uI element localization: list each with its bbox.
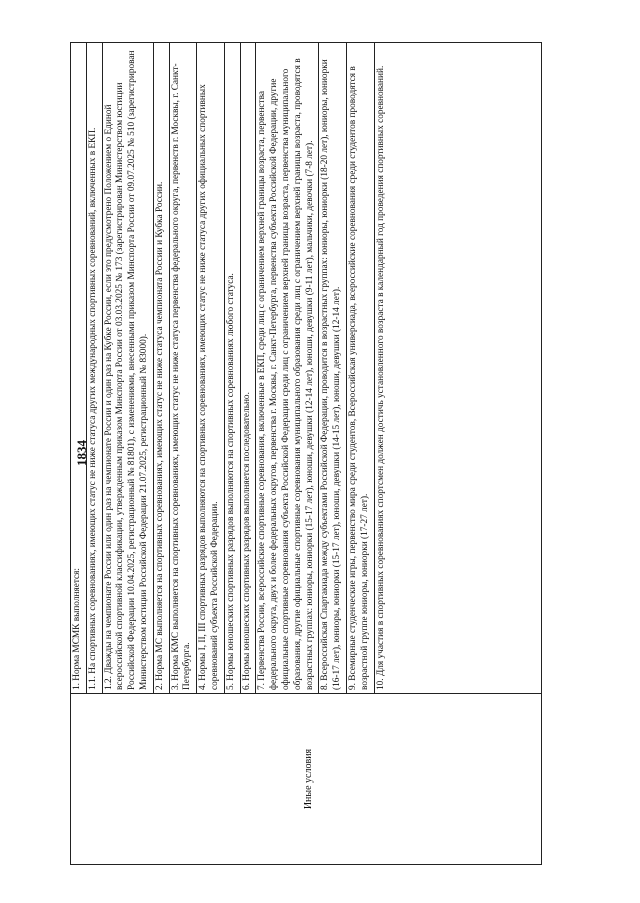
- condition-item: 1.1. На спортивных соревнованиях, имеющих статус не ниже статуса других международных спортивных соревнований, включенных в ЕКП.: [87, 43, 103, 693]
- condition-item: 2. Норма МС выполняется на спортивных соревнованиях, имеющих статус не ниже статуса чемпионата России и Кубка России.: [154, 43, 170, 693]
- condition-item: 1.2. Дважды на чемпионате России или один раз на чемпионате России и один раз на Кубке России, если это предусмотрено Положением о Единой всероссийской спортивной классификации, утвержденным приказом Минспорта России от 03.03.2025 № 173 (зарегистрирован Министерством юстиции Российской Федерации 10.04.2025, регистрационный № 81801), с изменениями, внесенными приказом Минспорта России от 09.07.2025 № 510 (зарегистрирован Министерством юстиции Российской Федерации 21.07.2025, регистрационный № 83000).: [103, 43, 154, 693]
- condition-item: 6. Нормы юношеских спортивных разрядов выполняется последовательно.: [241, 43, 257, 693]
- condition-item: 10. Для участия в спортивных соревнованиях спортсмен должен достичь установленного возраста в календарный год проведения спортивных соревнований.: [375, 65, 386, 690]
- condition-item: 7. Первенства России, всероссийские спортивные соревнования, включенные в ЕКП, среди лиц с ограничением верхней границы возраста, первенства федерального округа, двух и более федеральных округов, первенства г. Москвы, г. Санкт-Петербурга, первенства субъекта Российской Федерации, другие официальные спортивные соревнования субъекта Российской Федерации среди лиц с ограничением верхней границы возраста, первенства муниципального образования, другие официальные спортивные соревнования муниципального образования среди лиц с ограничением верхней границы возраста, проводятся в возрастных группах: юниоры, юниорки (15-17 лет), юноши, девушки (12-14 лет), юноши, девушки (9-11 лет), мальчики, девочки (7-8 лет).: [256, 43, 319, 693]
- row-label: Иные условия: [303, 748, 314, 810]
- condition-item: 5. Нормы юношеских спортивных разрядов выполняются на спортивных соревнованиях любого статуса.: [225, 43, 241, 693]
- condition-item: 8. Всероссийская Спартакиада между субъектами Российской Федерации, проводится в возрастных группах: юниоры, юниорки (18-20 лет), юниоры, юниорки (16-17 лет), юниоры, юниорки (15-17 лет), юноши, девушки (14-15 лет), юноши, девушки (12-14 лет).: [319, 43, 347, 693]
- row-label-cell: [71, 694, 542, 865]
- page-number: 1834: [74, 440, 89, 466]
- conditions-table: [70, 42, 542, 865]
- table-row: [71, 43, 542, 865]
- rotated-page-content: [70, 45, 540, 865]
- condition-item: 4. Нормы I, II, III спортивных разрядов выполняются на спортивных соревнованиях, имеющих статус не ниже статуса других официальных спортивных соревнований субъекта Российской Федерации.: [197, 43, 225, 693]
- row-content-cell: [71, 43, 542, 694]
- condition-item: 3. Норма КМС выполняется на спортивных соревнованиях, имеющих статус не ниже статуса первенства федерального округа, первенств г. Москвы, г. Санкт-Петербурга.: [170, 43, 198, 693]
- condition-item: 9. Всемирные студенческие игры, первенство мира среди студентов, Всероссийская универсиада, всероссийские соревнования среди студентов проводятся в возрастной группе юниоры, юниорки (17-27 лет).: [347, 43, 375, 693]
- condition-item: 1. Норма МСМК выполняется:: [71, 43, 87, 693]
